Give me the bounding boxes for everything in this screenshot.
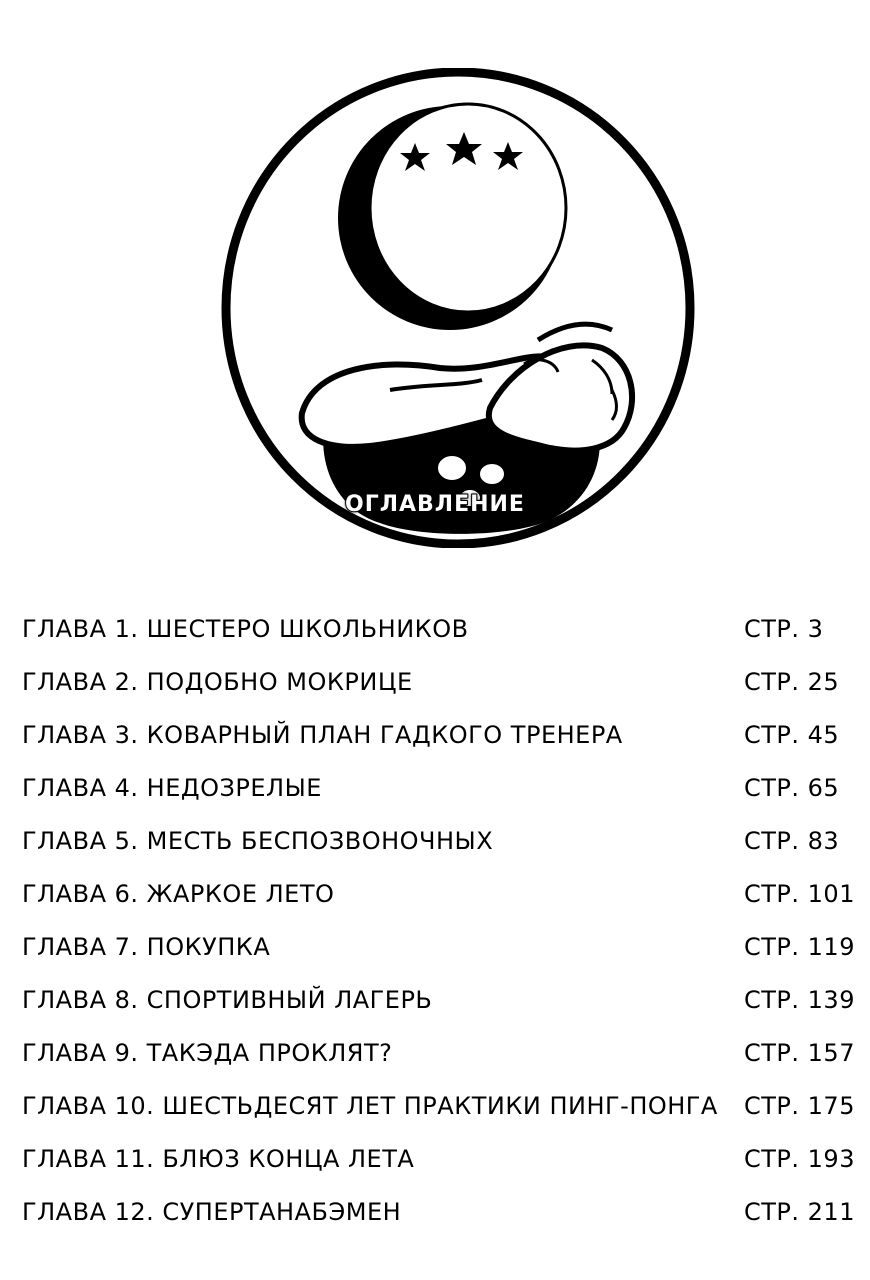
- page-title: ОГЛАВЛЕНИЕ: [345, 492, 525, 517]
- toc-row: [22, 976, 862, 1029]
- page-number: СТР. 139: [744, 986, 855, 1014]
- toc-row: [22, 1135, 862, 1188]
- page-number: СТР. 175: [744, 1092, 855, 1120]
- chapter-title: ГЛАВА 12. СУПЕРТАНАБЭМЕН: [22, 1198, 402, 1226]
- page-number: СТР. 25: [744, 668, 840, 696]
- toc-row: [22, 870, 862, 923]
- toc-row: [22, 764, 862, 817]
- page-number: СТР. 3: [744, 615, 824, 643]
- table-of-contents: [22, 605, 862, 1241]
- chapter-title: ГЛАВА 7. ПОКУПКА: [22, 933, 271, 961]
- page-number: СТР. 101: [744, 880, 855, 908]
- crossed-arms-ball-mascot-icon: [220, 68, 696, 548]
- toc-row: [22, 1082, 862, 1135]
- chapter-title: ГЛАВА 2. ПОДОБНО МОКРИЦЕ: [22, 668, 413, 696]
- toc-row: [22, 1029, 862, 1082]
- page-number: СТР. 193: [744, 1145, 855, 1173]
- chapter-title: ГЛАВА 8. СПОРТИВНЫЙ ЛАГЕРЬ: [22, 986, 433, 1014]
- chapter-title: ГЛАВА 5. МЕСТЬ БЕСПОЗВОНОЧНЫХ: [22, 827, 494, 855]
- chapter-title: ГЛАВА 9. ТАКЭДА ПРОКЛЯТ?: [22, 1039, 393, 1067]
- page-number: СТР. 211: [744, 1198, 855, 1226]
- page-number: СТР. 45: [744, 721, 840, 749]
- chapter-title: ГЛАВА 3. КОВАРНЫЙ ПЛАН ГАДКОГО ТРЕНЕРА: [22, 721, 623, 749]
- chapter-title: ГЛАВА 1. ШЕСТЕРО ШКОЛЬНИКОВ: [22, 615, 469, 643]
- emblem: [220, 68, 696, 548]
- chapter-title: ГЛАВА 4. НЕДОЗРЕЛЫЕ: [22, 774, 322, 802]
- chapter-title: ГЛАВА 10. ШЕСТЬДЕСЯТ ЛЕТ ПРАКТИКИ ПИНГ-ПОНГА: [22, 1092, 718, 1120]
- toc-row: [22, 605, 862, 658]
- chapter-title: ГЛАВА 11. БЛЮЗ КОНЦА ЛЕТА: [22, 1145, 415, 1173]
- toc-row: [22, 923, 862, 976]
- toc-row: [22, 1188, 862, 1241]
- toc-row: [22, 817, 862, 870]
- toc-row: [22, 658, 862, 711]
- toc-row: [22, 711, 862, 764]
- page-number: СТР. 65: [744, 774, 840, 802]
- page-number: СТР. 157: [744, 1039, 855, 1067]
- page-number: СТР. 83: [744, 827, 840, 855]
- page-number: СТР. 119: [744, 933, 855, 961]
- chapter-title: ГЛАВА 6. ЖАРКОЕ ЛЕТО: [22, 880, 335, 908]
